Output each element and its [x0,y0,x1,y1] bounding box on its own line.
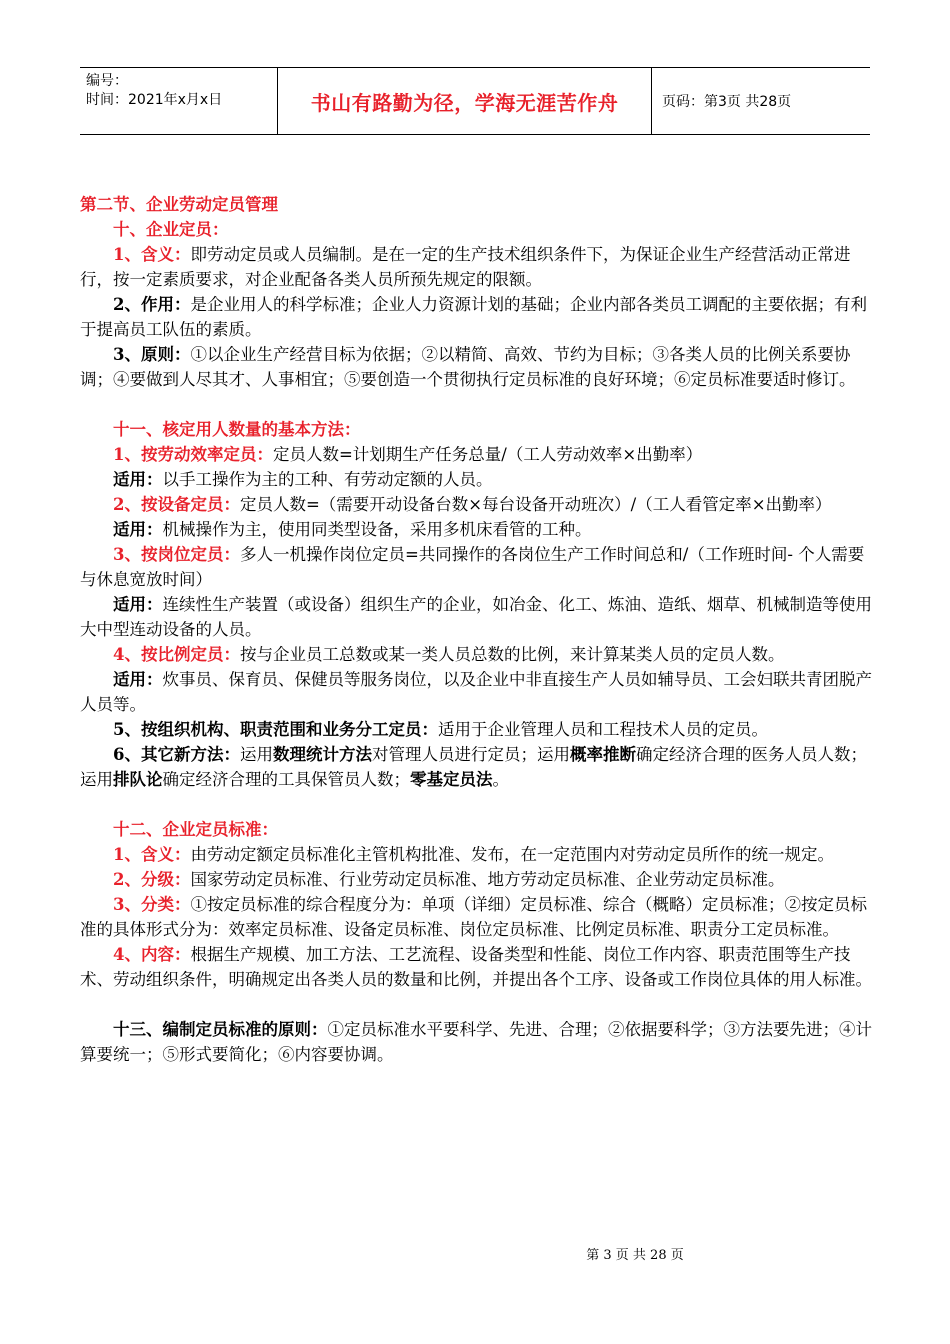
label: 6、其它新方法： [113,745,240,764]
term: 数理统计方法 [272,745,372,764]
method-3 [80,542,872,592]
section-title: 第二节、企业劳动定员管理 [80,195,278,214]
text: ①按定员标准的综合程度分为：单项（详细）定员标准、综合（概略）定员标准；②按定员标准的具体形式分为：效率定员标准、设备定员标准、岗位定员标准、比例定员标准、职责分工定员标准。 [80,895,867,939]
term: 排队论 [113,770,163,789]
label: 3、按岗位定员： [113,545,240,564]
label: 4、内容： [113,945,191,964]
method-4 [80,642,872,667]
text: 根据生产规模、加工方法、工艺流程、设备类型和性能、岗位工作内容、职责范围等生产技术、劳动组织条件，明确规定出各类人员的数量和比例，并提出各个工序、设备或工作岗位具体的用人标准。 [80,945,872,989]
paragraph-13 [80,1017,872,1067]
text: 确定经济合理的医务人员人数；运用 [80,745,867,789]
label: 适用： [113,520,163,539]
header-time: 时间：2021年x月x日 [86,92,223,108]
term: 概率推断 [569,745,636,764]
label: 4、按比例定员： [113,645,240,664]
label: 3、分类： [113,895,191,914]
method-5 [80,717,872,742]
label: 2、作用： [113,295,191,314]
paragraph-12-1 [80,842,872,867]
method-2 [80,492,872,517]
paragraph-12-3 [80,892,872,942]
text: ①定员标准水平要科学、先进、合理；②依据要科学；③方法要先进；④计算要统一；⑤形式要简化；⑥内容要协调。 [80,1020,872,1064]
text: 确定经济合理的工具保管员人数； [162,770,410,789]
text: 即劳动定员或人员编制。是在一定的生产技术组织条件下，为保证企业生产经营活动正常进行，按一定素质要求，对企业配备各类人员所预先规定的限额。 [80,245,851,289]
label: 适用： [113,470,163,489]
method-1 [80,442,872,467]
paragraph-12-4 [80,942,872,992]
page-header [80,67,870,135]
text: 运用 [239,745,273,764]
paragraph-12-2 [80,867,872,892]
text: 国家劳动定员标准、行业劳动定员标准、地方劳动定员标准、企业劳动定员标准。 [190,870,785,889]
text: 对管理人员进行定员；运用 [371,745,570,764]
label: 2、按设备定员： [113,495,240,514]
label: 适用： [113,595,163,614]
heading-10: 十、企业定员： [113,220,229,239]
term: 零基定员法 [410,770,493,789]
heading-11: 十一、核定用人数量的基本方法： [113,420,361,439]
document-body [80,192,872,1067]
method-3-apply [80,592,872,642]
paragraph-10-1 [80,242,872,292]
text: 定员人数=计划期生产任务总量/（工人劳动效率×出勤率） [272,445,703,464]
text: 。 [492,770,509,789]
method-4-apply [80,667,872,717]
label: 十三、编制定员标准的原则： [113,1020,328,1039]
text: 由劳动定额定员标准化主管机构批准、发布，在一定范围内对劳动定员所作的统一规定。 [190,845,834,864]
method-6 [80,742,872,792]
page-footer: 第 3 页 共 28 页 [586,1248,684,1263]
text: 多人一机操作岗位定员=共同操作的各岗位生产工作时间总和/（工作班时间- 个人需要与休息宽放时间） [80,545,865,589]
text: 连续性生产装置（或设备）组织生产的企业，如冶金、化工、炼油、造纸、烟草、机械制造等使用大中型连动设备的人员。 [80,595,872,639]
header-page-info: 页码：第3页 共28页 [662,94,792,110]
label: 适用： [113,670,163,689]
label: 3、原则： [113,345,191,364]
header-motto: 书山有路勤为径，学海无涯苦作舟 [278,68,652,134]
text: 定员人数=（需要开动设备台数×每台设备开动班次）/（工人看管定率×出勤率） [239,495,832,514]
paragraph-10-2 [80,292,872,342]
paragraph-10-3 [80,342,872,392]
label: 1、含义： [113,245,191,264]
method-1-apply [80,467,872,492]
label: 1、按劳动效率定员： [113,445,273,464]
text: 是企业用人的科学标准；企业人力资源计划的基础；企业内部各类员工调配的主要依据；有利于提高员工队伍的素质。 [80,295,867,339]
text: 以手工操作为主的工种、有劳动定额的人员。 [162,470,493,489]
text: 适用于企业管理人员和工程技术人员的定员。 [437,720,768,739]
heading-12: 十二、企业定员标准： [113,820,278,839]
text: 炊事员、保育员、保健员等服务岗位，以及企业中非直接生产人员如辅导员、工会妇联共青团脱产人员等。 [80,670,872,714]
text: ①以企业生产经营目标为依据；②以精简、高效、节约为目标；③各类人员的比例关系要协调；④要做到人尽其才、人事相宜；⑤要创造一个贯彻执行定员标准的良好环境；⑥定员标准要适时修订。 [80,345,856,389]
text: 机械操作为主，使用同类型设备，采用多机床看管的工种。 [162,520,592,539]
text: 按与企业员工总数或某一类人员总数的比例，来计算某类人员的定员人数。 [239,645,785,664]
header-meta [80,68,278,134]
header-code: 编号： [86,73,128,89]
label: 5、按组织机构、职责范围和业务分工定员： [113,720,438,739]
label: 1、含义： [113,845,191,864]
method-2-apply [80,517,872,542]
label: 2、分级： [113,870,191,889]
